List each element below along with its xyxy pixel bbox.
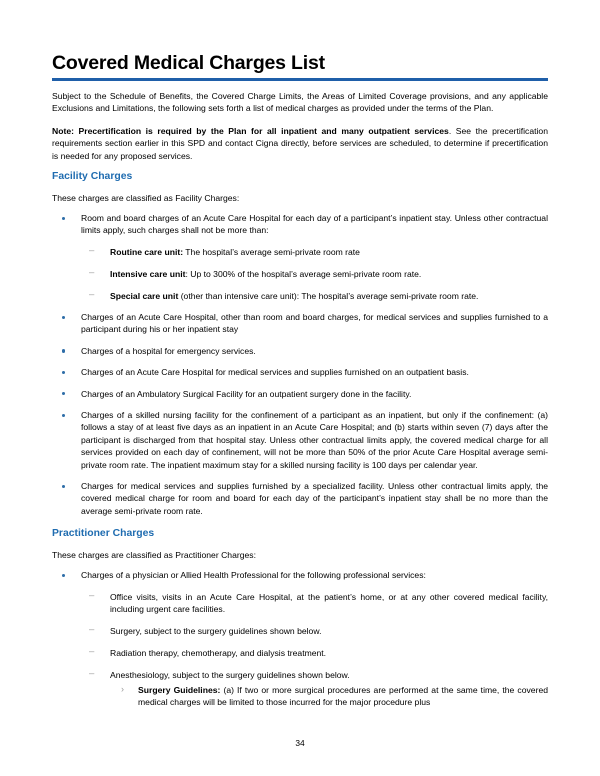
- list-item-text: Charges of an Ambulatory Surgical Facility for an outpatient surgery done in the facility.: [81, 388, 412, 399]
- note-rest: . See the precertification requirements section earlier in this SPD and contact Cigna directly, before services are scheduled, to determine if precertification is needed for any proposed services.: [52, 125, 548, 161]
- title-divider: [52, 78, 548, 81]
- facility-charges-sublist: [81, 246, 548, 302]
- practitioner-charges-intro: These charges are classified as Practitioner Charges:: [52, 549, 256, 560]
- practitioner-charges-sublist: [81, 591, 548, 709]
- sub-item-text: (other than intensive care unit): The hospital’s average semi-private room rate.: [178, 290, 479, 301]
- sub-item-bold: Special care unit: [110, 290, 179, 301]
- sub-item-text: Radiation therapy, chemotherapy, and dialysis treatment.: [110, 647, 327, 658]
- list-item: [110, 684, 548, 709]
- practitioner-charges-list: [52, 569, 548, 709]
- list-item: [52, 311, 548, 336]
- list-item: [81, 591, 548, 616]
- sub-item-text: : Up to 300% of the hospital’s average semi-private room rate.: [185, 268, 422, 279]
- list-item-text: Room and board charges of an Acute Care Hospital for each day of a participant’s inpatient stay. Unless other contractual limits apply, such charges shall not be more than:: [81, 212, 548, 236]
- list-item-text: Charges for medical services and supplies furnished by a specialized facility. Unless other contractual limits apply, the covered medical charge for room and board for each day of the participant’s inpatient stay shall be no more than the average semi-private room rate.: [81, 481, 548, 516]
- sub-item-text: The hospital’s average semi-private room rate: [183, 246, 360, 257]
- list-item: [81, 669, 548, 709]
- list-item: [52, 388, 548, 400]
- list-item: [81, 625, 548, 637]
- list-item-text: Charges of an Acute Care Hospital for medical services and supplies furnished on an outpatient basis.: [81, 367, 469, 378]
- section-heading-facility-charges: Facility Charges: [52, 171, 133, 183]
- sub-item-text: Anesthesiology, subject to the surgery guidelines shown below.: [110, 669, 350, 680]
- sub-item-bold: Routine care unit:: [110, 246, 184, 257]
- list-item-text: Charges of an Acute Care Hospital, other than room and board charges, for medical services and supplies furnished to a participant during his or her inpatient stay: [81, 311, 548, 335]
- section-heading-practitioner-charges: Practitioner Charges: [52, 528, 155, 540]
- list-item: [81, 647, 548, 659]
- sub-item-bold: Intensive care unit: [110, 268, 186, 279]
- surgery-guidelines-list: [110, 684, 548, 709]
- list-item: [52, 345, 548, 357]
- list-item: [81, 268, 548, 280]
- list-item: [52, 366, 548, 378]
- precertification-note: [52, 125, 548, 162]
- sub-item-text: Office visits, visits in an Acute Care Hospital, at the patient’s home, or at any other covered medical facility, including urgent care facilities.: [110, 591, 548, 614]
- list-item: [52, 212, 548, 302]
- list-item-text: Charges of a hospital for emergency services.: [81, 345, 256, 356]
- note-bold-lead: Note: Precertification is required by the Plan for all inpatient and many outpatient services: [52, 125, 449, 136]
- list-item: [52, 569, 548, 709]
- surgery-guidelines-bold: Surgery Guidelines:: [138, 685, 221, 696]
- list-item: [81, 246, 548, 258]
- intro-paragraph: Subject to the Schedule of Benefits, the Covered Charge Limits, the Areas of Limited Coverage provisions, and any applicable Exclusions and Limitations, the following sets forth a list of medical charges as provided under the terms of the Plan.: [52, 91, 548, 114]
- list-item-text: Charges of a physician or Allied Health Professional for the following professional services:: [81, 570, 426, 581]
- sub-item-text: Surgery, subject to the surgery guidelines shown below.: [110, 625, 322, 636]
- page-title: Covered Medical Charges List: [52, 52, 325, 74]
- page-footer: [0, 738, 600, 748]
- facility-charges-list: [52, 212, 548, 517]
- facility-charges-intro: These charges are classified as Facility Charges:: [52, 192, 240, 203]
- surgery-guidelines-text: (a) If two or more surgical procedures are performed at the same time, the covered medical charges will be limited to those incurred for the major procedure plus: [138, 685, 548, 708]
- list-item: [81, 290, 548, 302]
- page-content: [52, 0, 548, 718]
- list-item: [52, 480, 548, 517]
- page-number: 34: [295, 738, 305, 748]
- list-item: [52, 409, 548, 471]
- list-item-text: Charges of a skilled nursing facility for the confinement of a participant as an inpatient, but only if the confinement: (a) follows a stay of at least five days as an inpatient in an Acute Care Hospital; and (b) starts within seven (7) days after the participant is discharged from that hospital stay. Unless other contractual limits apply, the covered medical charge for all services provided on each day of confinement, will not be more than 50% of the prior Acute Care Hospital average semi-private room rate. The inpatient maximum stay for a skilled nursing facility is 100 days per calendar year.: [81, 410, 548, 470]
